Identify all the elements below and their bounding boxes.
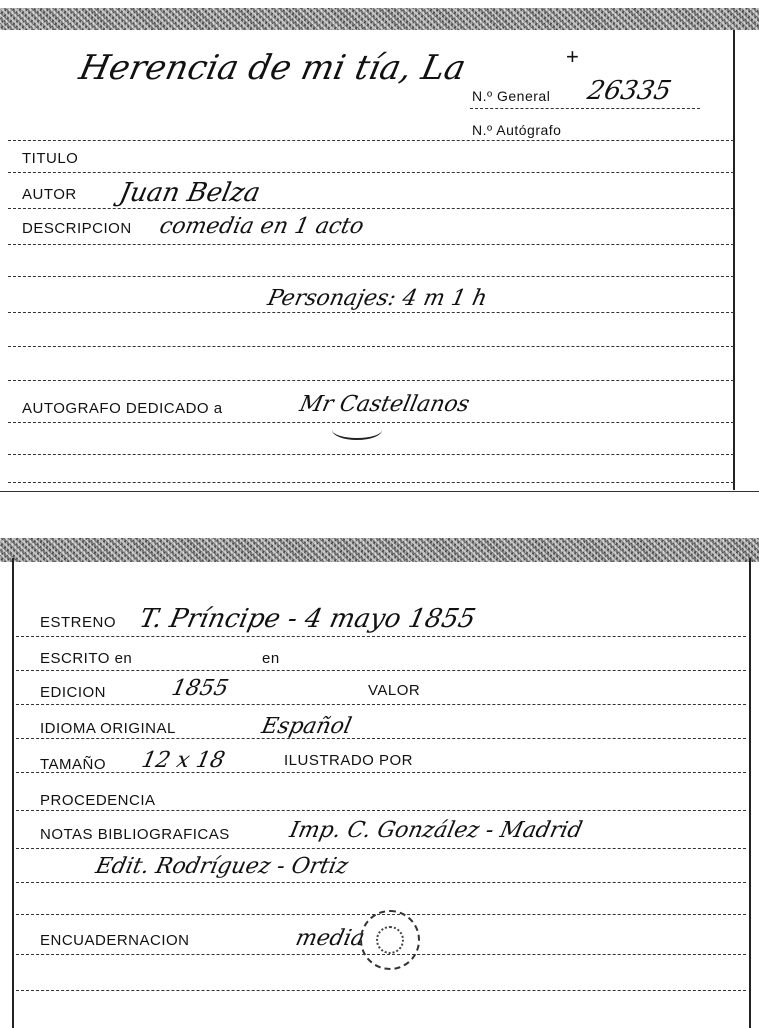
card-bottom-edge [0,491,759,492]
catalog-card-top [0,0,759,498]
edicion-label: EDICION [40,684,107,701]
notas-label: NOTAS BIBLIOGRAFICAS [40,826,230,843]
autor-value: Juan Belza [116,178,263,208]
autor-label: AUTOR [22,186,77,203]
general-number-value: 26335 [584,76,674,106]
rule [16,670,746,671]
library-stamp [360,910,420,970]
card-border [733,30,735,490]
rule [16,772,746,773]
tamano-label: TAMAÑO [40,756,107,773]
rule [8,244,734,245]
rule [8,454,734,455]
card-border [12,558,14,1028]
rule [16,636,746,637]
rule [8,482,734,483]
tamano-value: 12 x 18 [139,748,228,773]
plus-mark: + [566,44,579,69]
rule [8,140,734,141]
ilustrado-label: ILUSTRADO POR [284,752,414,769]
rule [8,276,734,277]
rule [16,990,746,991]
rule [16,954,746,955]
procedencia-label: PROCEDENCIA [40,792,156,809]
general-number-label: N.º General [472,88,551,104]
rule [16,848,746,849]
encuadernacion-label: ENCUADERNACION [40,932,190,949]
rule [8,312,734,313]
rule [16,882,746,883]
edicion-value: 1855 [169,676,231,701]
escrito-label: ESCRITO en [40,650,133,667]
valor-label: VALOR [368,682,421,699]
rule [16,738,746,739]
rule [470,108,700,109]
personajes-value: Personajes: 4 m 1 h [265,286,490,311]
titulo-label: TITULO [22,150,79,167]
rule [16,704,746,705]
estreno-label: ESTRENO [40,614,117,631]
scan-edge-speckle [0,8,759,30]
rule [8,422,734,423]
idioma-label: IDIOMA ORIGINAL [40,720,176,737]
scan-edge-speckle [0,538,759,562]
dedicado-label: AUTOGRAFO DEDICADO a [22,400,223,417]
rule [8,172,734,173]
rule [8,380,734,381]
card-border [749,558,751,1028]
rule [8,208,734,209]
work-title: Herencia de mi tía, La [75,48,470,88]
estreno-value: T. Príncipe - 4 mayo 1855 [136,604,479,634]
ink-stroke [332,420,382,440]
idioma-value: Español [259,714,354,739]
rule [8,346,734,347]
escrito-en-label: en [262,650,280,667]
descripcion-label: DESCRIPCION [22,220,132,237]
catalog-card-bottom [0,538,759,1028]
rule [16,810,746,811]
encuadernacion-value: media [293,926,367,951]
notas-value-2: Edit. Rodríguez - Ortiz [93,854,351,879]
dedicado-value: Mr Castellanos [297,392,472,417]
descripcion-value: comedia en 1 acto [157,214,367,239]
autograph-number-label: N.º Autógrafo [472,122,562,138]
notas-value: Imp. C. González - Madrid [287,818,585,843]
